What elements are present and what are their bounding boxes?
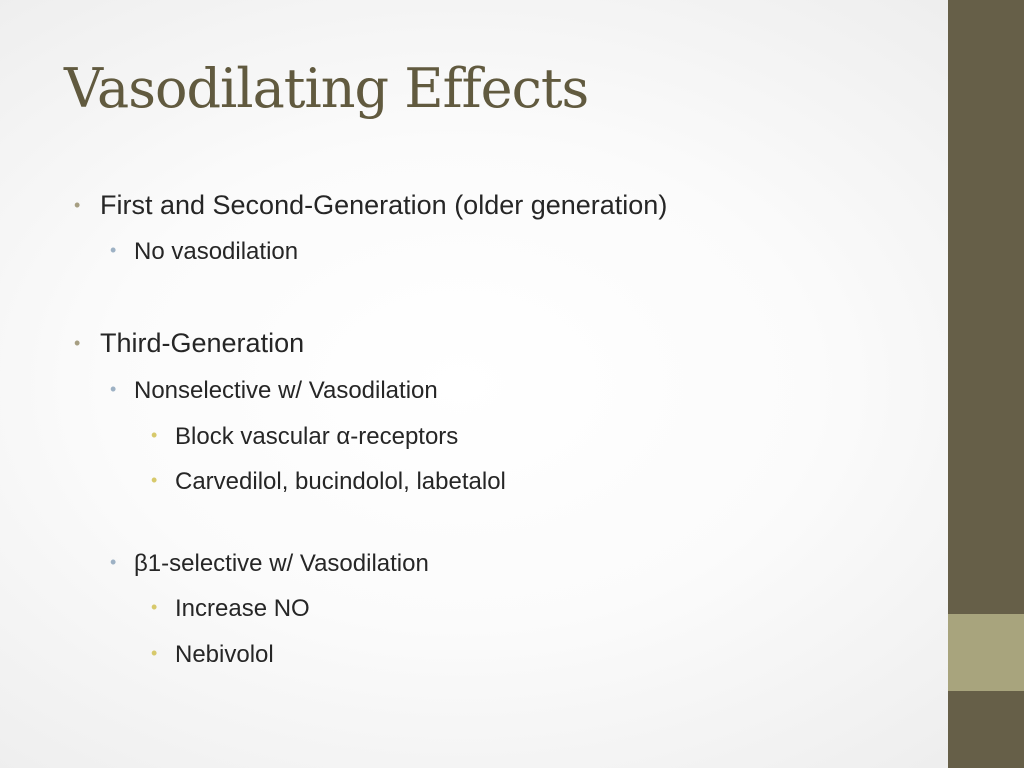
bullet-carvedilol-bucindolol-labetalol: Carvedilol, bucindolol, labetalol	[175, 468, 506, 495]
bullet-increase-no: Increase NO	[175, 595, 310, 622]
bullet-no-vasodilation: No vasodilation	[134, 238, 299, 265]
side-accent-block	[948, 614, 1024, 691]
bullet-third-generation: Third-Generation	[100, 328, 305, 358]
bullet-dot-icon: •	[110, 240, 117, 260]
bullet-dot-icon: •	[110, 552, 117, 572]
slide-title: Vasodilating Effects	[64, 57, 589, 120]
bullet-dot-icon: •	[151, 470, 158, 490]
bullet-dot-icon: •	[74, 333, 81, 353]
bullet-first-second-generation: First and Second-Generation (older generation)	[100, 190, 668, 220]
bullet-nebivolol: Nebivolol	[175, 641, 274, 668]
bullet-dot-icon: •	[151, 597, 158, 617]
bullet-nonselective-vasodilation: Nonselective w/ Vasodilation	[134, 377, 438, 404]
bullet-dot-icon: •	[151, 643, 158, 663]
bullet-dot-icon: •	[110, 379, 117, 399]
bullet-dot-icon: •	[151, 425, 158, 445]
bullet-beta1-selective-vasodilation: β1-selective w/ Vasodilation	[134, 550, 429, 577]
bullet-dot-icon: •	[74, 195, 81, 215]
bullet-block-vascular-alpha-receptors: Block vascular α-receptors	[175, 423, 459, 450]
